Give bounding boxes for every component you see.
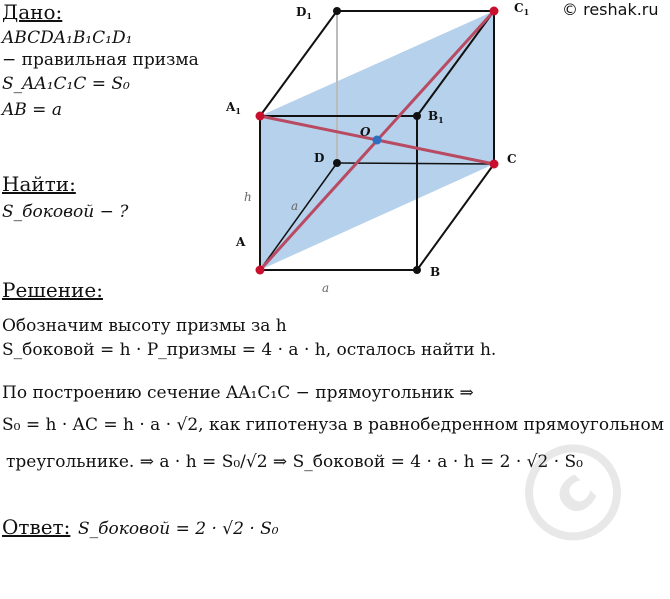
label-o: O [360, 125, 371, 139]
vertex-c [490, 160, 499, 169]
solution-header: Решение: [2, 278, 103, 302]
label-b1: $B_1$ [428, 109, 444, 125]
center-o [373, 136, 382, 145]
given-line-area: S_AA₁C₁C = S₀ [2, 74, 130, 94]
given-line-regular: − правильная призма [2, 50, 199, 70]
answer-formula: S_боковой = 2 · √2 · S₀ [78, 519, 279, 539]
label-a-base: a [322, 281, 330, 295]
label-c: C [507, 152, 517, 166]
label-h: h [244, 190, 252, 204]
answer-header: Ответ: [2, 515, 71, 539]
vertex-b [413, 266, 421, 274]
label-d: D [314, 151, 325, 165]
vertex-d1 [333, 7, 341, 15]
vertex-a [256, 266, 265, 275]
label-a-diag: a [291, 199, 299, 213]
label-a: A [236, 235, 246, 249]
label-c1: $C_1$ [514, 1, 530, 17]
solution-line-2: S_боковой = h · P_призмы = 4 · a · h, осталось найти h. [2, 340, 497, 360]
vertex-d [333, 159, 341, 167]
solution-line-3: По построению сечение AA₁C₁C − прямоугольник ⇒ [2, 383, 474, 403]
edge-dc [337, 163, 494, 164]
given-line-side: AB = a [2, 100, 62, 120]
copyright-text: © reshak.ru [562, 0, 659, 19]
vertex-a1 [256, 112, 265, 121]
given-line-prism: ABCDA₁B₁C₁D₁ [2, 28, 133, 48]
solution-line-5: треугольнике. ⇒ a · h = S₀/√2 ⇒ S_боковой = 4 · a · h = 2 · √2 · S₀ [6, 452, 583, 472]
find-header: Найти: [2, 172, 76, 196]
vertex-c1 [490, 7, 499, 16]
given-header: Дано: [2, 0, 63, 24]
label-d1: $D_1$ [296, 5, 312, 21]
solution-line-1: Обозначим высоту призмы за h [2, 316, 287, 336]
watermark-copyright-icon: c [505, 425, 641, 561]
vertex-b1 [413, 112, 421, 120]
label-b: B [430, 265, 441, 279]
label-a1: $A_1$ [226, 100, 241, 116]
find-line: S_боковой − ? [2, 202, 129, 222]
solution-line-4: S₀ = h · AC = h · a · √2, как гипотенуза в равнобедренном прямоугольном [2, 415, 664, 435]
